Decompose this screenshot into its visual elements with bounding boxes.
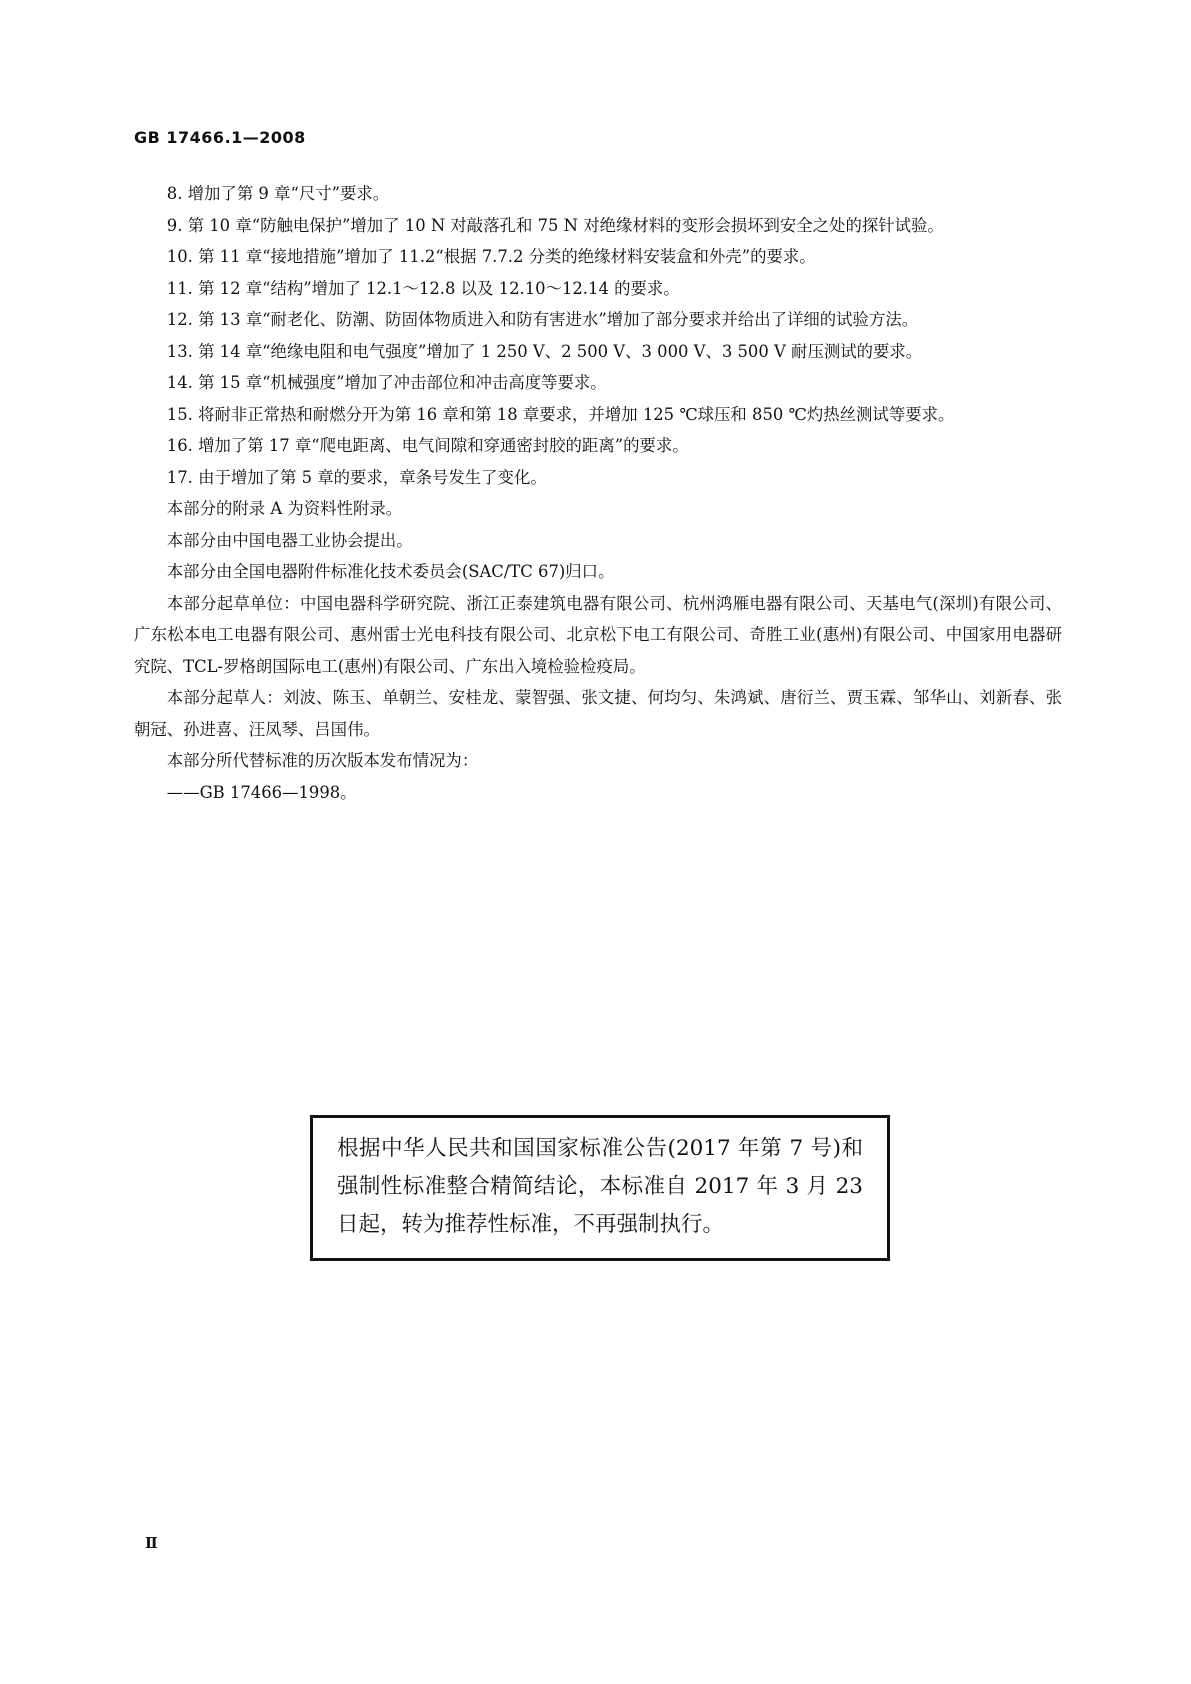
paragraph-proposer: 本部分由中国电器工业协会提出。 xyxy=(166,530,413,550)
status-notice-box xyxy=(310,1115,890,1261)
paragraph-item-14: 14. 第 15 章“机械强度”增加了冲击部位和冲击高度等要求。 xyxy=(166,373,607,392)
paragraph-item-16: 16. 增加了第 17 章“爬电距离、电气间隙和穿通密封胶的距离”的要求。 xyxy=(166,436,689,455)
paragraph-item-8: 8. 增加了第 9 章“尺寸”要求。 xyxy=(166,184,390,203)
paragraph-item-12: 12. 第 13 章“耐老化、防潮、防固体物质进入和防有害进水”增加了部分要求并给出了详细的试验方法。 xyxy=(166,310,919,329)
paragraph-drafters: 本部分起草人：刘波、陈玉、单朝兰、安桂龙、蒙智强、张文捷、何均匀、朱鸿斌、唐衍兰、贾玉霖、邹华山、刘新春、张朝冠、孙进喜、汪凤琴、吕国伟。 xyxy=(134,688,1062,739)
status-notice-text: 根据中华人民共和国国家标准公告(2017 年第 7 号)和强制性标准整合精简结论，本标准自 2017 年 3 月 23 日起，转为推荐性标准，不再强制执行。 xyxy=(337,1136,863,1237)
foreword-body xyxy=(134,178,1062,808)
paragraph-history-intro: 本部分所代替标准的历次版本发布情况为： xyxy=(166,751,479,770)
paragraph-drafting-units: 本部分起草单位：中国电器科学研究院、浙江正泰建筑电器有限公司、杭州鸿雁电器有限公司、天基电气(深圳)有限公司、广东松本电工电器有限公司、惠州雷士光电科技有限公司、北京松下电工有限公司、奇胜工业(惠州)有限公司、中国家用电器研究院、TCL-罗格朗国际电工(惠州)有限公司、广东出入境检验检疫局。 xyxy=(134,593,1062,676)
paragraph-item-10: 10. 第 11 章“接地措施”增加了 11.2“根据 7.7.2 分类的绝缘材料安装盒和外壳”的要求。 xyxy=(166,247,816,266)
paragraph-history-version: ——GB 17466—1998。 xyxy=(166,782,357,802)
standard-code-header: GB 17466.1—2008 xyxy=(134,128,306,147)
paragraph-committee: 本部分由全国电器附件标准化技术委员会(SAC/TC 67)归口。 xyxy=(166,562,615,581)
paragraph-item-17: 17. 由于增加了第 5 章的要求，章条号发生了变化。 xyxy=(166,467,547,487)
paragraph-item-9: 9. 第 10 章“防触电保护”增加了 10 N 对敲落孔和 75 N 对绝缘材料的变形会损坏到安全之处的探针试验。 xyxy=(166,215,944,235)
paragraph-item-13: 13. 第 14 章“绝缘电阻和电气强度”增加了 1 250 V、2 500 V、3 000 V、3 500 V 耐压测试的要求。 xyxy=(166,341,923,361)
paragraph-item-15: 15. 将耐非正常热和耐燃分开为第 16 章和第 18 章要求，并增加 125 ℃球压和 850 ℃灼热丝测试等要求。 xyxy=(166,404,955,424)
paragraph-annex: 本部分的附录 A 为资料性附录。 xyxy=(166,499,403,518)
paragraph-item-11: 11. 第 12 章“结构”增加了 12.1～12.8 以及 12.10～12.14 的要求。 xyxy=(166,278,680,298)
page-number: Ⅱ xyxy=(145,1534,158,1552)
